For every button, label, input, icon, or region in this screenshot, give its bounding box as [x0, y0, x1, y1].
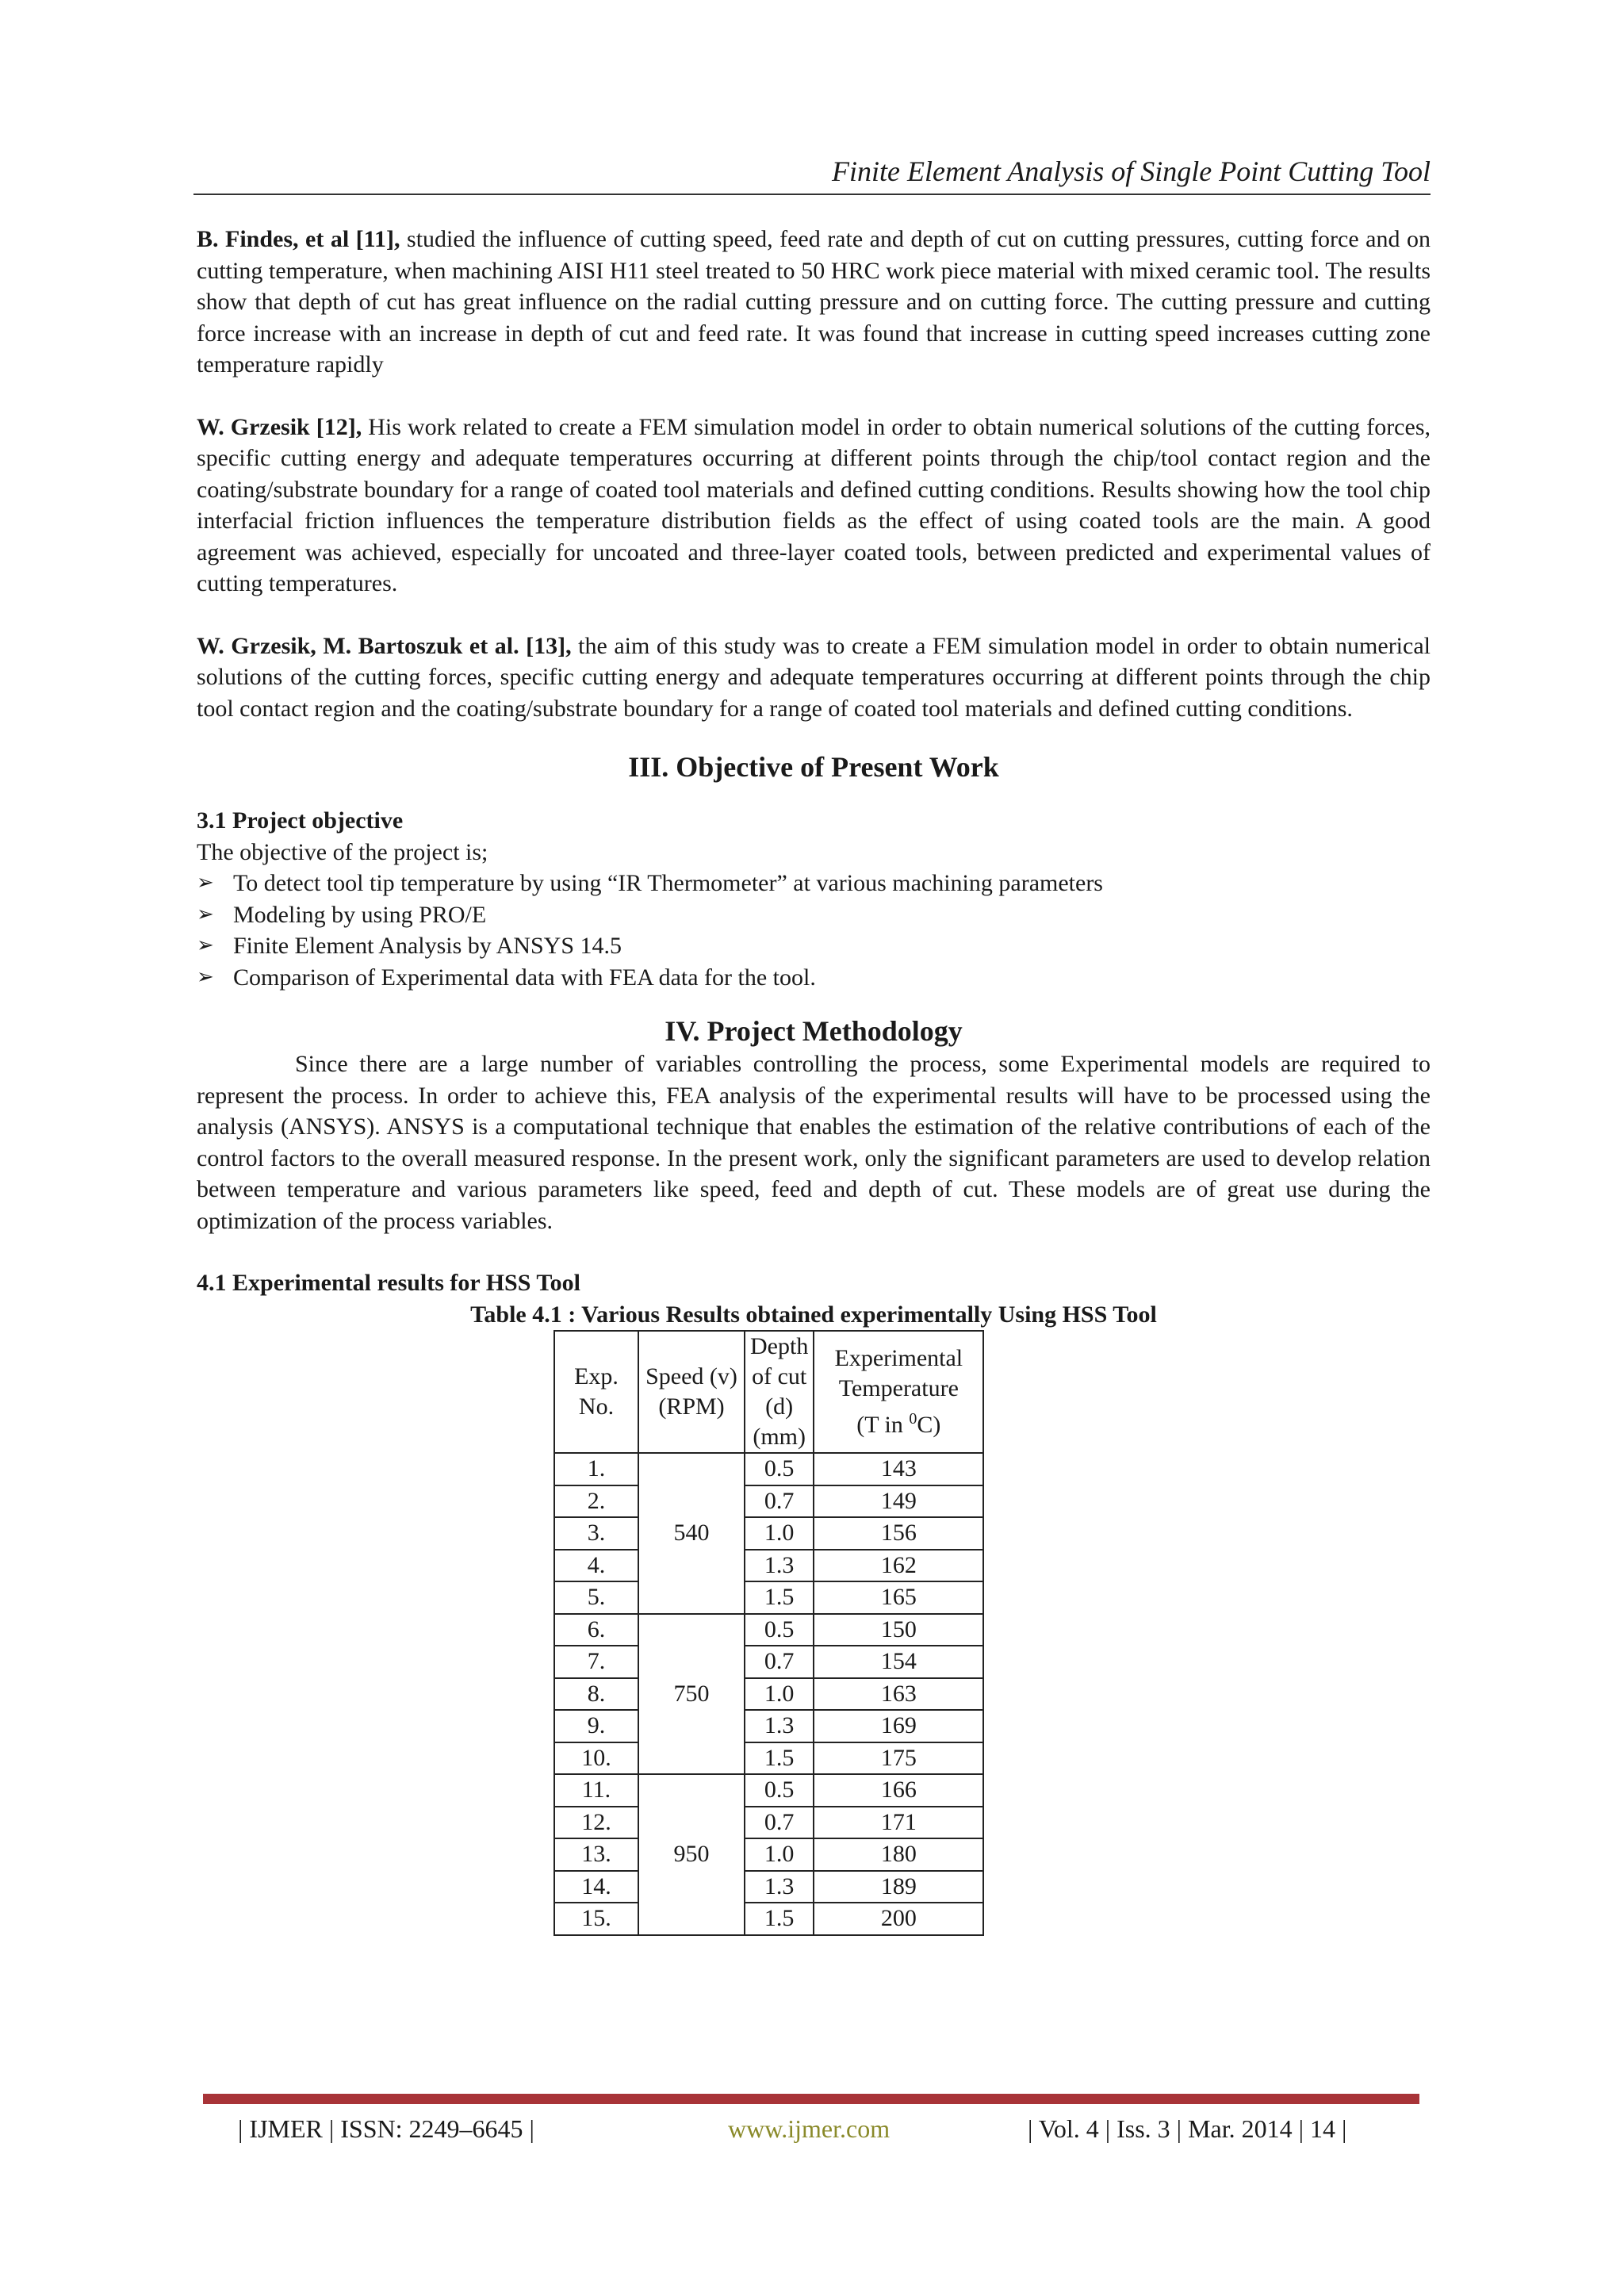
cell-depth: 1.3: [745, 1710, 814, 1742]
cell-speed: 950: [638, 1774, 745, 1935]
list-item-text: Comparison of Experimental data with FEA data for the tool.: [233, 964, 816, 991]
table-row: [554, 1742, 983, 1775]
cell-exp-no: 9.: [554, 1710, 638, 1742]
header-temperature: Experimental Temperature (T in $^0$C): [814, 1331, 983, 1453]
citation-lead: W. Grzesik [12],: [197, 413, 362, 440]
cell-exp-no: 13.: [554, 1838, 638, 1871]
cell-temperature: 166: [814, 1774, 983, 1807]
cell-temperature: 169: [814, 1710, 983, 1742]
objective-list: [197, 868, 1431, 993]
section-4-title: IV. Project Methodology: [665, 1015, 963, 1047]
cell-depth: 1.3: [745, 1871, 814, 1903]
paragraph-grzesik-bartoszuk: [197, 631, 1431, 725]
cell-speed: 540: [638, 1453, 745, 1614]
table-row: [554, 1774, 983, 1807]
footer-website-link[interactable]: www.ijmer.com: [728, 2114, 891, 2143]
table-row: [554, 1581, 983, 1614]
list-item-text: To detect tool tip temperature by using “IR Thermometer” at various machining parameters: [233, 870, 1103, 896]
arrow-bullet-icon: ➢: [197, 964, 214, 989]
cell-exp-no: 14.: [554, 1871, 638, 1903]
table-row: [554, 1453, 983, 1485]
cell-depth: 1.0: [745, 1838, 814, 1871]
cell-exp-no: 7.: [554, 1646, 638, 1678]
arrow-bullet-icon: ➢: [197, 933, 214, 957]
list-item: [197, 962, 1431, 994]
cell-temperature: 189: [814, 1871, 983, 1903]
cell-exp-no: 5.: [554, 1581, 638, 1614]
header-depth: Depth of cut (d) (mm): [745, 1331, 814, 1453]
cell-temperature: 162: [814, 1550, 983, 1582]
running-header: Finite Element Analysis of Single Point Cutting Tool: [832, 155, 1431, 187]
cell-depth: 0.5: [745, 1774, 814, 1807]
header-speed: Speed (v) (RPM): [638, 1331, 745, 1453]
table-header-row: [554, 1331, 983, 1453]
table-row: [554, 1807, 983, 1839]
cell-speed: 750: [638, 1614, 745, 1775]
footer-volume-info: | Vol. 4 | Iss. 3 | Mar. 2014 | 14 |: [1028, 2114, 1347, 2143]
cell-depth: 0.5: [745, 1614, 814, 1646]
cell-temperature: 171: [814, 1807, 983, 1839]
cell-depth: 1.5: [745, 1742, 814, 1775]
header-exp-no: Exp. No.: [554, 1331, 638, 1453]
header-rule: [193, 194, 1431, 195]
cell-depth: 0.7: [745, 1485, 814, 1518]
table-row: [554, 1903, 983, 1935]
cell-temperature: 165: [814, 1581, 983, 1614]
methodology-paragraph: Since there are a large number of variables controlling the process, some Experimental models are required to represent the process. In order to achieve this, FEA analysis of the experimental results will have to be processed using the analysis (ANSYS). ANSYS is a computational technique that enables the estimation of the relative contributions of each of the control factors to the overall measured response. In the present work, only the significant parameters are used to develop relation between temperature and various parameters like speed, feed and depth of cut. These models are of great use during the optimization of the process variables.: [197, 1051, 1431, 1234]
list-item-text: Modeling by using PRO/E: [233, 901, 487, 928]
table-row: [554, 1838, 983, 1871]
footer-bar: [203, 2094, 1419, 2104]
list-item: [197, 899, 1431, 931]
table-body: [554, 1453, 983, 1935]
cell-exp-no: 12.: [554, 1807, 638, 1839]
cell-depth: 1.5: [745, 1903, 814, 1935]
paragraph-text: studied the influence of cutting speed, feed rate and depth of cut on cutting pressures, cutting force and on cutting temperature, when machining AISI H11 steel treated to 50 HRC work piece material with mixed ceramic tool. The results show that depth of cut has great influence on the radial cutting pressure and on cutting force. The cutting pressure and cutting force increase with an increase in depth of cut and feed rate. It was found that increase in cutting speed increases cutting zone temperature rapidly: [197, 226, 1431, 378]
cell-exp-no: 2.: [554, 1485, 638, 1518]
paragraph-grzesik: [197, 412, 1431, 600]
table-row: [554, 1550, 983, 1582]
cell-exp-no: 10.: [554, 1742, 638, 1775]
cell-temperature: 180: [814, 1838, 983, 1871]
cell-temperature: 163: [814, 1678, 983, 1711]
cell-depth: 1.0: [745, 1517, 814, 1550]
cell-exp-no: 11.: [554, 1774, 638, 1807]
table-row: [554, 1871, 983, 1903]
list-item: [197, 930, 1431, 962]
cell-temperature: 154: [814, 1646, 983, 1678]
cell-temperature: 175: [814, 1742, 983, 1775]
cell-depth: 0.5: [745, 1453, 814, 1485]
list-item: [197, 868, 1431, 899]
subsection-4-1-title: 4.1 Experimental results for HSS Tool: [197, 1270, 580, 1296]
section-3-title: III. Objective of Present Work: [628, 751, 999, 783]
cell-depth: 1.5: [745, 1581, 814, 1614]
page-body: [197, 224, 1431, 1936]
arrow-bullet-icon: ➢: [197, 871, 214, 895]
cell-depth: 1.0: [745, 1678, 814, 1711]
cell-exp-no: 3.: [554, 1517, 638, 1550]
cell-depth: 0.7: [745, 1646, 814, 1678]
cell-temperature: 156: [814, 1517, 983, 1550]
table-row: [554, 1485, 983, 1518]
table-row: [554, 1614, 983, 1646]
cell-exp-no: 15.: [554, 1903, 638, 1935]
subsection-3-1-title: 3.1 Project objective: [197, 807, 404, 834]
footer-journal-info: | IJMER | ISSN: 2249–6645 |: [238, 2114, 534, 2143]
cell-temperature: 143: [814, 1453, 983, 1485]
cell-exp-no: 8.: [554, 1678, 638, 1711]
citation-lead: B. Findes, et al [11],: [197, 226, 400, 252]
list-item-text: Finite Element Analysis by ANSYS 14.5: [233, 933, 622, 959]
cell-temperature: 150: [814, 1614, 983, 1646]
cell-exp-no: 6.: [554, 1614, 638, 1646]
objective-intro: The objective of the project is;: [197, 838, 488, 865]
paragraph-text: the aim of this study was to create a FEM simulation model in order to obtain numerical solutions of the cutting forces, specific cutting energy and adequate temperatures occurring at different points through the chip tool contact region and the coating/substrate boundary for a range of coated tool materials and defined cutting conditions.: [197, 632, 1431, 722]
table-row: [554, 1646, 983, 1678]
cell-exp-no: 1.: [554, 1453, 638, 1485]
cell-temperature: 149: [814, 1485, 983, 1518]
paragraph-text: His work related to create a FEM simulation model in order to obtain numerical solutions of the cutting forces, specific cutting energy and adequate temperatures occurring at different points through the chip/tool contact region and the coating/substrate boundary for a range of coated tool materials and defined cutting conditions. Results showing how the tool chip interfacial friction influences the temperature distribution fields as the effect of using coated tools are the main. A good agreement was achieved, especially for uncoated and three-layer coated tools, between predicted and experimental values of cutting temperatures.: [197, 413, 1431, 596]
cell-exp-no: 4.: [554, 1550, 638, 1582]
paragraph-findes: [197, 224, 1431, 381]
results-table: [553, 1330, 984, 1936]
table-row: [554, 1710, 983, 1742]
cell-depth: 0.7: [745, 1807, 814, 1839]
table-caption: Table 4.1 : Various Results obtained experimentally Using HSS Tool: [470, 1301, 1157, 1328]
arrow-bullet-icon: ➢: [197, 902, 214, 926]
cell-temperature: 200: [814, 1903, 983, 1935]
table-row: [554, 1517, 983, 1550]
citation-lead: W. Grzesik, M. Bartoszuk et al. [13],: [197, 632, 572, 659]
cell-depth: 1.3: [745, 1550, 814, 1582]
table-row: [554, 1678, 983, 1711]
